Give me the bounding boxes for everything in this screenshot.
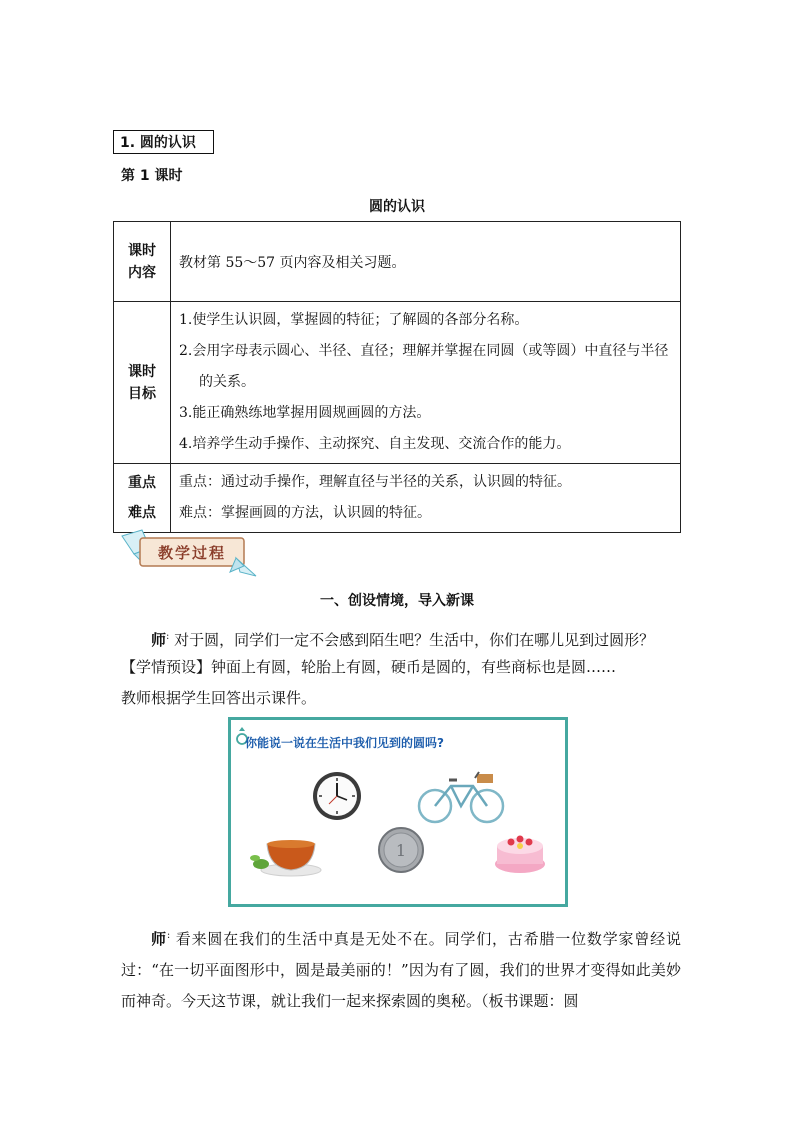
- teacher-action: 教师根据学生回答出示课件。: [121, 689, 317, 707]
- section-title: 一、创设情境，导入新课: [320, 593, 474, 609]
- expected-answer: 【学情预设】钟面上有圆，轮胎上有圆，硬币是圆的，有些商标也是圆……: [121, 658, 617, 676]
- goals-cell: [171, 302, 681, 464]
- content-label: 课时 内容: [114, 222, 171, 302]
- key-label: 重点 难点: [114, 464, 171, 533]
- goal-item: 1.使学生认识圆，掌握圆的特征；了解圆的各部分名称。: [179, 312, 529, 328]
- courseware-slide: [228, 717, 568, 907]
- teacher-introduction: 师: 看来圆在我们的生活中真是无处不在。同学们，古希腊一位数学家曾经说过：“在一切平面图形中，圆是最美丽的！”因为有了圆，我们的世界才变得如此美妙而神奇。今天这节课，就让我们一起来探索圆的奥秘。（板书课题：圆: [121, 930, 681, 1010]
- table-caption: 圆的认识: [369, 199, 425, 215]
- goals-label: 课时 目标: [114, 302, 171, 464]
- content-cell: 教材第 55～57 页内容及相关习题。: [171, 222, 681, 302]
- badge-text: 教学过程: [157, 544, 227, 562]
- slide-question: 你能说一说在生活中我们见到的圆吗?: [245, 736, 444, 750]
- teacher-question: 师: 对于圆，同学们一定不会感到陌生吧？生活中，你们在哪儿见到过圆形？: [151, 631, 655, 649]
- cake-image: [493, 826, 547, 876]
- teaching-process-badge: [120, 528, 260, 584]
- difficult-point: 难点：掌握画圆的方法，认识圆的特征。: [179, 505, 431, 521]
- lesson-plan-table: [113, 221, 681, 533]
- clock-image: [311, 770, 363, 822]
- key-point: 重点：通过动手操作，理解直径与半径的关系，认识圆的特征。: [179, 474, 571, 490]
- coin-image: [377, 826, 425, 874]
- teacup-image: [249, 832, 323, 878]
- lesson-number: 第 1 课时: [121, 168, 183, 184]
- section-heading: 1. 圆的认识: [113, 130, 214, 154]
- key-cell: [171, 464, 681, 533]
- bicycle-image: [417, 768, 507, 826]
- goal-item: 2.会用字母表示圆心、半径、直径；理解并掌握在同圆（或等圆）中直径与半径的关系。: [179, 343, 669, 390]
- goal-item: 3.能正确熟练地掌握用圆规画圆的方法。: [179, 405, 431, 421]
- goal-item: 4.培养学生动手操作、主动探究、自主发现、交流合作的能力。: [179, 436, 571, 452]
- svg-text:1: 1: [395, 841, 407, 860]
